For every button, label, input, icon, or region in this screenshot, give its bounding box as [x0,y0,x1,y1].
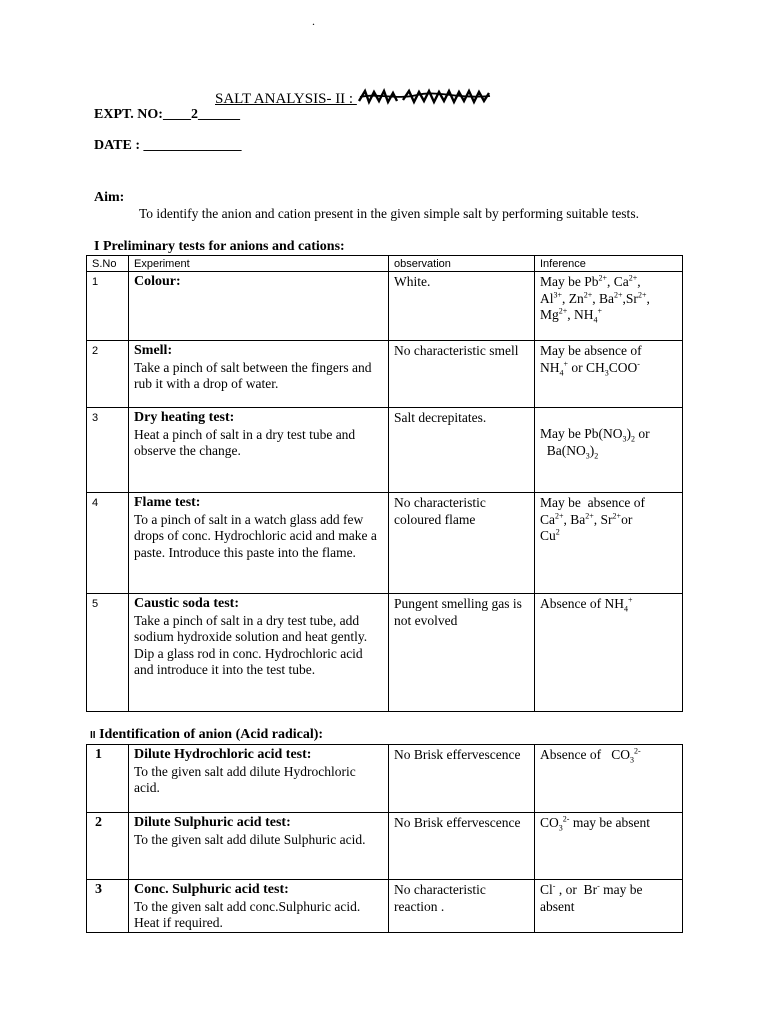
row-inference: Cl- , or Br- may be absent [535,880,683,933]
row-inference: May be $Pb^{2+}$, $Ca^{2+}$, $Al^{3+}$, $Zn^{2+}$, $Ba^{2+},Sr^{2+}$, $Mg^{2+}$, $NH_4^+$ [535,272,683,341]
aim-heading: Aim: [94,190,125,205]
row-sno: 3 [87,880,129,933]
row-sno: 3 [87,408,129,493]
row-observation: No Brisk effervescence [389,745,535,813]
row-observation: No Brisk effervescence [389,813,535,880]
row-observation: No characteristic reaction . [389,880,535,933]
row-inference: May be absence of $Ca^{2+}$, $Ba^{2+}$, $Sr^{2+}or$ Cu$^2$ [535,493,683,594]
experiment-text: Take a pinch of salt between the fingers and rub it with a drop of water. [134,359,372,391]
row-inference: Absence of $NH_4^+$ [535,594,683,712]
table-row [87,813,683,880]
row-observation: Pungent smelling gas is not evolved [389,594,535,712]
table-row [87,594,683,712]
row-inference: May be $Pb(NO_3)_2$ or $Ba(NO_3)_2$ [535,408,683,493]
row-inference: May be absence of $NH_4^+$ or $CH_3COO^-$ [535,341,683,408]
experiment-text: Heat a pinch of salt in a dry test tube and observe the change. [134,426,356,458]
section-2-heading [90,727,323,743]
table-row [87,341,683,408]
row-observation: Salt decrepitates. [389,408,535,493]
row-sno: 5 [87,594,129,712]
col-header-experiment: Experiment [129,256,389,272]
row-experiment [129,745,389,813]
table-row [87,408,683,493]
table-row [87,493,683,594]
row-sno: 4 [87,493,129,594]
col-header-inference: Inference [535,256,683,272]
experiment-title: Conc. Sulphuric acid test: [134,882,289,897]
row-sno: 2 [87,341,129,408]
row-sno: 2 [87,813,129,880]
experiment-text: To the given salt add dilute Hydrochloric acid. [134,763,356,795]
experiment-title: Colour: [134,274,181,289]
aim-text: To identify the anion and cation present in the given simple salt by performing suitable tests. [139,206,639,221]
row-experiment [129,272,389,341]
expt-label: EXPT. NO: [94,107,163,122]
row-inference: Absence of $CO_3^{2-}$ [535,745,683,813]
experiment-text: To a pinch of salt in a watch glass add few drops of conc. Hydrochloric acid and make a paste. Introduce this paste into the flame. [134,511,377,560]
col-header-observation: observation [389,256,535,272]
scribbled-out-name [357,88,493,106]
row-observation: White. [389,272,535,341]
date-label: DATE : [94,138,144,153]
row-sno: 1 [87,745,129,813]
row-experiment [129,813,389,880]
row-experiment [129,493,389,594]
experiment-text: To the given salt add conc.Sulphuric acid. Heat if required. [134,898,361,930]
anion-tests-table [86,744,683,933]
title-text: SALT ANALYSIS- II : [215,91,357,107]
row-experiment [129,880,389,933]
experiment-title: Flame test: [134,495,201,510]
row-inference: $CO_3^{2-}$ may be absent [535,813,683,880]
table-row [87,272,683,341]
row-observation: No characteristic coloured flame [389,493,535,594]
experiment-title: Smell: [134,343,173,358]
section-1-heading: I Preliminary tests for anions and cations: [94,239,345,254]
table-row [87,745,683,813]
experiment-title: Dilute Sulphuric acid test: [134,815,291,830]
experiment-title: Dilute Hydrochloric acid test: [134,747,312,762]
stray-dot: . [312,14,315,28]
date-line [94,138,242,154]
expt-value: ____2______ [162,107,240,122]
section-2-roman: II [90,730,96,741]
preliminary-tests-table [86,255,683,712]
experiment-number [94,107,240,123]
date-blank: ______________ [143,138,242,153]
row-sno: 1 [87,272,129,341]
experiment-title: Caustic soda test: [134,596,239,611]
experiment-title: Dry heating test: [134,410,235,425]
experiment-text: To the given salt add dilute Sulphuric acid. [134,831,366,847]
row-experiment [129,341,389,408]
section-2-title: Identification of anion (Acid radical): [95,727,324,742]
row-experiment [129,594,389,712]
col-header-sno: S.No [87,256,129,272]
row-observation: No characteristic smell [389,341,535,408]
row-experiment [129,408,389,493]
table-row [87,880,683,933]
table-header-row [87,256,683,272]
experiment-text: Take a pinch of salt in a dry test tube, add sodium hydroxide solution and heat gently. Dip a glass rod in conc. Hydrochloric acid and introduce it into the test tube. [134,612,368,677]
page-title [215,88,493,108]
